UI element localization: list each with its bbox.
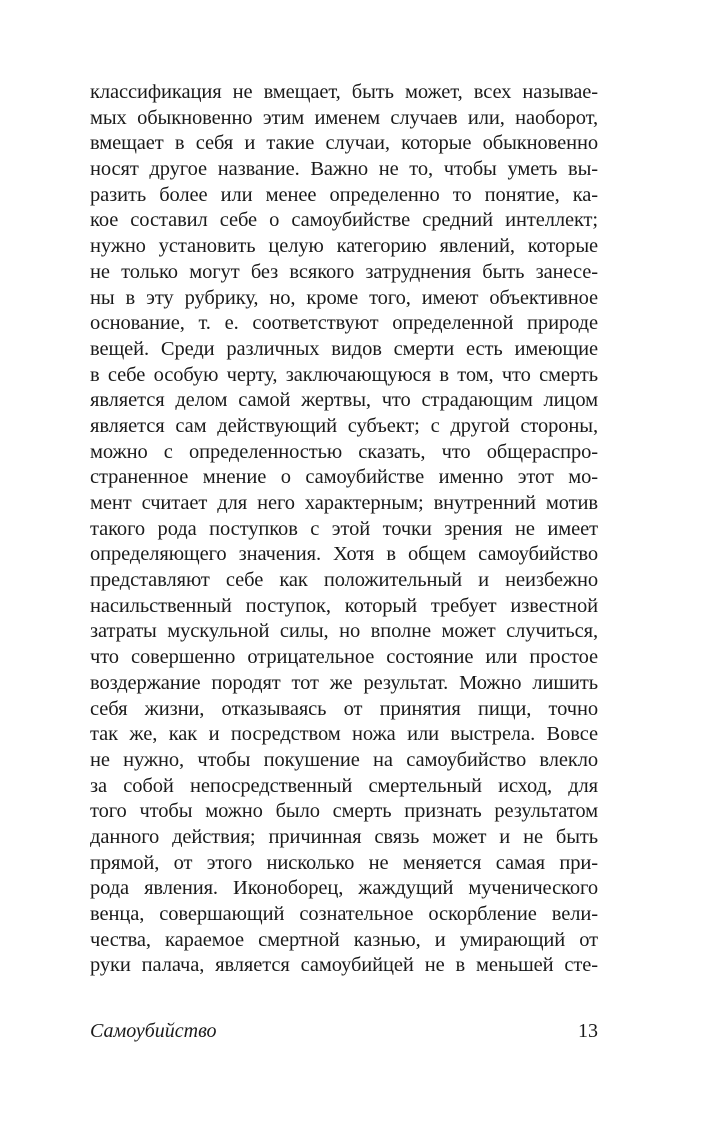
page-footer [90,1017,598,1045]
text-line: вещей. Среди различных видов смерти есть имеющие [90,337,598,360]
text-line: является делом самой жертвы, что страдающим лицом [90,389,598,412]
text-line: того чтобы можно было смерть признать результатом [90,800,598,823]
text-line: так же, как и посредством ножа или выстрела. Вовсе [90,723,598,746]
text-line: вмещает в себя и такие случаи, которые обыкновенно [90,132,598,155]
text-line: носят другое название. Важно не то, чтобы уметь вы- [90,158,598,181]
text-line: чества, караемое смертной казнью, и умирающий от [90,928,598,951]
page-number: 13 [578,1020,598,1042]
text-line: разить более или менее определенно то понятие, ка- [90,183,598,206]
text-line: такого рода поступков с этой точки зрения не имеет [90,517,598,540]
text-line: классификация не вмещает, быть может, всех называе- [90,81,598,103]
text-line: не нужно, чтобы покушение на самоубийство влекло [90,748,598,771]
text-line: страненное мнение о самоубийстве именно этот мо- [90,466,598,489]
body-text [90,80,598,979]
text-line: прямой, от этого нисколько не меняется самая при- [90,851,598,874]
text-line: кое составил себе о самоубийстве средний интеллект; [90,209,598,232]
text-line: основание, т. е. соответствуют определенной природе [90,312,598,335]
text-line: воздержание породят тот же результат. Можно лишить [90,671,598,694]
text-line: ны в эту рубрику, но, кроме того, имеют объективное [90,286,598,309]
text-line: что совершенно отрицательное состояние или простое [90,646,598,669]
text-line: мых обыкновенно этим именем случаев или, наоборот, [90,106,598,129]
text-line: затраты мускульной силы, но вполне может случиться, [90,620,598,643]
running-title: Самоубийство [90,1020,217,1042]
text-line: не только могут без всякого затруднения быть занесе- [90,260,598,283]
text-line: в себе особую черту, заключающуюся в том, что смерть [90,363,598,386]
text-line: венца, совершающий сознательное оскорбление вели- [90,903,598,925]
text-line: нужно установить целую категорию явлений, которые [90,235,598,258]
text-line: руки палача, является самоубийцей не в меньшей сте- [90,954,598,977]
text-line: мент считает для него характерным; внутренний мотив [90,492,598,514]
text-line: является сам действующий субъект; с другой стороны, [90,414,598,437]
text-line: определяющего значения. Хотя в общем самоубийство [90,543,598,566]
text-line: рода явления. Иконоборец, жаждущий мученического [90,877,598,900]
text-line: себя жизни, отказываясь от принятия пищи, точно [90,697,598,720]
text-line: можно с определенностью сказать, что общераспро- [90,440,598,463]
text-line: за собой непосредственный смертельный исход, для [90,774,598,797]
text-line: представляют себе как положительный и неизбежно [90,569,598,592]
text-line: данного действия; причинная связь может и не быть [90,825,598,848]
text-line: насильственный поступок, который требует известной [90,594,598,617]
